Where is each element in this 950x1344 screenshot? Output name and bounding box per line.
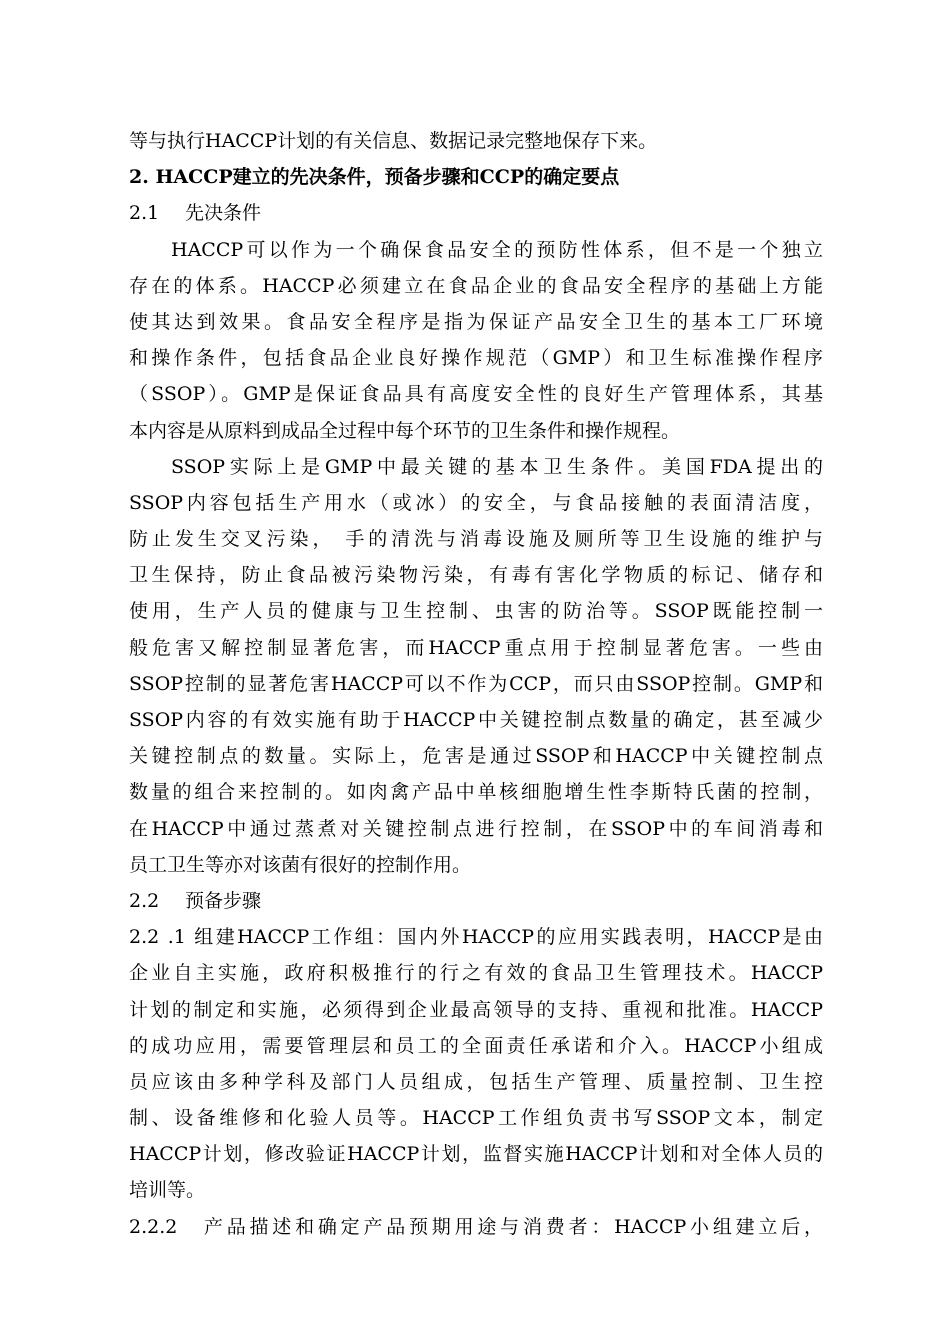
subsection-title: 预备步骤	[185, 889, 262, 912]
paragraph-line: 使用，生产人员的健康与卫生控制、虫害的防治等。SSOP既能控制一	[129, 600, 823, 623]
paragraph-line: SSOP控制的显著危害HACCP可以不作为CCP，而只由SSOP控制。GMP和	[129, 672, 823, 695]
paragraph-line: 关键控制点的数量。实际上，危害是通过SSOP和HACCP中关键控制点	[129, 745, 823, 768]
paragraph-line: 培训等。	[129, 1179, 206, 1202]
subsection-heading	[129, 195, 823, 231]
paragraph-line: 等与执行HACCP计划的有关信息、数据记录完整地保存下来。	[129, 130, 658, 152]
document-body	[129, 123, 823, 1245]
paragraph-line: 和操作条件，包括食品企业良好操作规范（GMP）和卫生标准操作程序	[129, 347, 823, 370]
paragraph-line: 卫生保持，防止食品被污染物污染，有毒有害化学物质的标记、储存和	[129, 564, 823, 587]
paragraph-line: 员应该由多种学科及部门人员组成，包括生产管理、质量控制、卫生控	[129, 1070, 823, 1093]
paragraph-line: 数量的组合来控制的。如肉禽产品中单核细胞增生性李斯特氏菌的控制，	[129, 781, 823, 804]
paragraph-line: 企业自主实施，政府积极推行的行之有效的食品卫生管理技术。HACCP	[129, 962, 823, 985]
paragraph-line: 使其达到效果。食品安全程序是指为保证产品安全卫生的基本工厂环境	[129, 310, 823, 333]
subsection-heading	[129, 883, 823, 919]
paragraph-line: 2.2.2 产品描述和确定产品预期用途与消费者：HACCP小组建立后，	[129, 1215, 823, 1238]
paragraph-line: 防止发生交叉污染， 手的清洗与消毒设施及厕所等卫生设施的维护与	[129, 528, 823, 551]
paragraph-line: 的成功应用，需要管理层和员工的全面责任承诺和介入。HACCP小组成	[129, 1034, 823, 1057]
subsection-number: 2.1	[129, 202, 160, 225]
paragraph-line: 存在的体系。HACCP必须建立在食品企业的食品安全程序的基础上方能	[129, 274, 823, 297]
paragraph-line: 员工卫生等亦对该菌有很好的控制作用。	[129, 853, 472, 876]
paragraph-line: 般危害又解控制显著危害，而HACCP重点用于控制显著危害。一些由	[129, 636, 823, 659]
paragraph-line: 计划的制定和实施，必须得到企业最高领导的支持、重视和批准。HACCP	[129, 998, 823, 1021]
paragraph-line: HACCP可以作为一个确保食品安全的预防性体系，但不是一个独立	[171, 238, 823, 261]
paragraph-line: 2.2 .1 组建HACCP工作组：国内外HACCP的应用实践表明，HACCP是由	[129, 926, 823, 949]
paragraph-line: SSOP内容的有效实施有助于HACCP中关键控制点数量的确定，甚至减少	[129, 709, 823, 731]
paragraph-line: 本内容是从原料到成品全过程中每个环节的卫生条件和操作规程。	[129, 419, 681, 442]
subsection-title: 先决条件	[185, 202, 262, 225]
section-heading: 2. HACCP建立的先决条件，预备步骤和CCP的确定要点	[129, 166, 620, 189]
subsection-number: 2.2	[129, 889, 160, 912]
paragraph-line: SSOP内容包括生产用水（或冰）的安全，与食品接触的表面清洁度，	[129, 491, 823, 514]
paragraph-line: （SSOP）。GMP是保证食品具有高度安全性的良好生产管理体系，其基	[129, 383, 823, 406]
paragraph-line: SSOP实际上是GMP中最关键的基本卫生条件。美国FDA提出的	[171, 455, 823, 478]
paragraph-line: 在HACCP中通过蒸煮对关键控制点进行控制，在SSOP中的车间消毒和	[129, 817, 823, 840]
paragraph-line: HACCP计划，修改验证HACCP计划，监督实施HACCP计划和对全体人员的	[129, 1143, 823, 1166]
paragraph-line: 制、设备维修和化验人员等。HACCP工作组负责书写SSOP文本，制定	[129, 1107, 823, 1130]
